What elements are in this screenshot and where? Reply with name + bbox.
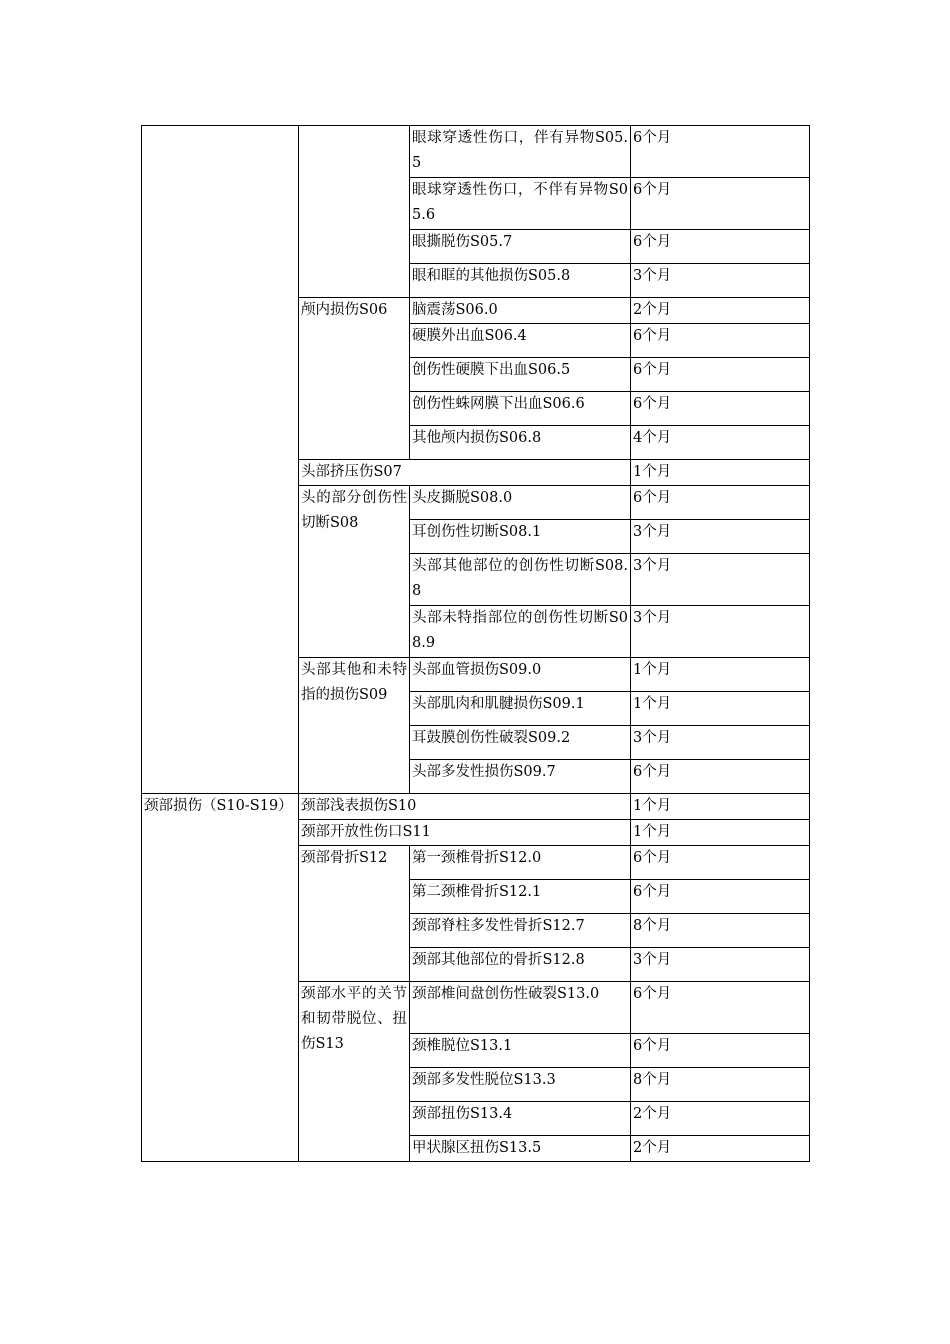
item-cell: 颈部扭伤S13.4 [410,1102,631,1136]
duration-cell: 6个月 [631,760,810,794]
duration-cell: 8个月 [631,914,810,948]
item-cell: 第二颈椎骨折S12.1 [410,880,631,914]
item-cell: 耳鼓膜创伤性破裂S09.2 [410,726,631,760]
duration-cell: 3个月 [631,606,810,658]
category-cell [142,126,299,794]
group-cell: 颈部开放性伤口S11 [299,820,631,846]
table-row [142,126,810,178]
item-cell: 头部肌肉和肌腱损伤S09.1 [410,692,631,726]
duration-cell: 6个月 [631,1034,810,1068]
duration-cell: 6个月 [631,880,810,914]
duration-cell: 6个月 [631,230,810,264]
item-cell: 脑震荡S06.0 [410,298,631,324]
item-cell: 头皮撕脱S08.0 [410,486,631,520]
duration-cell: 1个月 [631,820,810,846]
item-cell: 创伤性硬膜下出血S06.5 [410,358,631,392]
item-cell: 眼撕脱伤S05.7 [410,230,631,264]
group-cell: 颅内损伤S06 [299,298,410,460]
duration-cell: 6个月 [631,392,810,426]
injury-table [141,125,810,1162]
duration-cell: 6个月 [631,178,810,230]
duration-cell: 6个月 [631,126,810,178]
item-cell: 眼和眶的其他损伤S05.8 [410,264,631,298]
item-cell: 颈椎脱位S13.1 [410,1034,631,1068]
duration-cell: 8个月 [631,1068,810,1102]
item-cell: 甲状腺区扭伤S13.5 [410,1136,631,1162]
item-cell: 硬膜外出血S06.4 [410,324,631,358]
group-cell: 颈部浅表损伤S10 [299,794,631,820]
group-cell: 头部其他和未特指的损伤S09 [299,658,410,794]
duration-cell: 3个月 [631,948,810,982]
duration-cell: 6个月 [631,982,810,1034]
item-cell: 头部未特指部位的创伤性切断S08.9 [410,606,631,658]
item-cell: 其他颅内损伤S06.8 [410,426,631,460]
group-cell: 颈部骨折S12 [299,846,410,982]
item-cell: 眼球穿透性伤口，伴有异物S05.5 [410,126,631,178]
item-cell: 第一颈椎骨折S12.0 [410,846,631,880]
duration-cell: 6个月 [631,486,810,520]
duration-cell: 1个月 [631,460,810,486]
item-cell: 颈部其他部位的骨折S12.8 [410,948,631,982]
group-cell [299,126,410,298]
duration-cell: 3个月 [631,726,810,760]
item-cell: 颈部椎间盘创伤性破裂S13.0 [410,982,631,1034]
item-cell: 眼球穿透性伤口，不伴有异物S05.6 [410,178,631,230]
duration-cell: 3个月 [631,554,810,606]
duration-cell: 2个月 [631,1102,810,1136]
duration-cell: 3个月 [631,264,810,298]
item-cell: 耳创伤性切断S08.1 [410,520,631,554]
item-cell: 头部血管损伤S09.0 [410,658,631,692]
group-cell: 头的部分创伤性切断S08 [299,486,410,658]
duration-cell: 1个月 [631,692,810,726]
duration-cell: 3个月 [631,520,810,554]
duration-cell: 2个月 [631,298,810,324]
duration-cell: 1个月 [631,794,810,820]
duration-cell: 6个月 [631,358,810,392]
duration-cell: 2个月 [631,1136,810,1162]
item-cell: 颈部多发性脱位S13.3 [410,1068,631,1102]
group-cell: 颈部水平的关节和韧带脱位、扭伤S13 [299,982,410,1162]
group-cell: 头部挤压伤S07 [299,460,631,486]
table-row [142,794,810,820]
item-cell: 创伤性蛛网膜下出血S06.6 [410,392,631,426]
item-cell: 头部多发性损伤S09.7 [410,760,631,794]
duration-cell: 6个月 [631,846,810,880]
duration-cell: 6个月 [631,324,810,358]
duration-cell: 4个月 [631,426,810,460]
item-cell: 颈部脊柱多发性骨折S12.7 [410,914,631,948]
duration-cell: 1个月 [631,658,810,692]
item-cell: 头部其他部位的创伤性切断S08.8 [410,554,631,606]
category-cell: 颈部损伤（S10-S19） [142,794,299,1162]
